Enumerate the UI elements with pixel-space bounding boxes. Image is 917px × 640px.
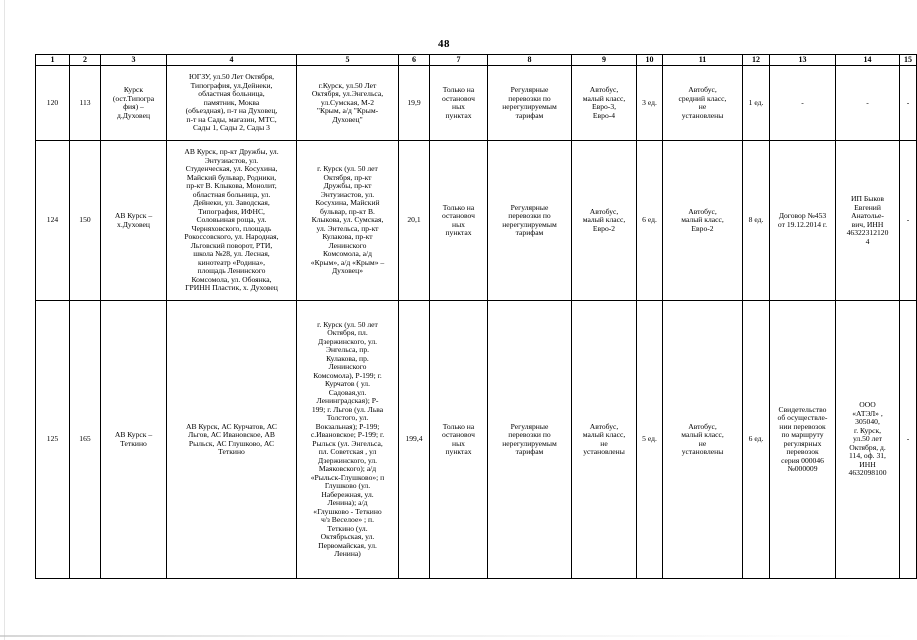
contract: -: [770, 66, 836, 141]
col-header-9: 9: [572, 55, 637, 66]
route-number: 124: [36, 141, 70, 301]
transport-type: Регулярные перевозки по нерегулируемым тарифам: [488, 301, 572, 579]
notes: -: [900, 301, 917, 579]
col-header-13: 13: [770, 55, 836, 66]
route-reg-number: 150: [70, 141, 101, 301]
col-header-4: 4: [167, 55, 297, 66]
col-header-2: 2: [70, 55, 101, 66]
col-header-11: 11: [663, 55, 743, 66]
col-header-10: 10: [637, 55, 663, 66]
vehicle-class-max: Автобус, малый класс, Евро-2: [663, 141, 743, 301]
route-stops: ЮГЗУ, ул.50 Лет Октября, Типография, ул.Дейнеки, областная больница, памятник, Моква (объездная), п-т на Духовец, п-т на Сады, магазин, МТС, Сады 1, Сады 2, Сады 3: [167, 66, 297, 141]
col-header-12: 12: [743, 55, 770, 66]
vehicle-class: Автобус, малый класс, Евро-3, Евро-4: [572, 66, 637, 141]
col-header-5: 5: [297, 55, 399, 66]
route-name: АВ Курск – Теткино: [101, 301, 167, 579]
col-header-8: 8: [488, 55, 572, 66]
vehicle-count-max: 1 ед.: [743, 66, 770, 141]
carrier: ИП Быков Евгений Анатолье- вич, ИНН 46322312120 4: [836, 141, 900, 301]
vehicle-count: 3 ед.: [637, 66, 663, 141]
route-streets: г. Курск (ул. 50 лет Октября, пр-кт Дружбы, пр-кт Энтузиастов, ул. Косухина, Майский бульвар, пр-кт В. Клыкова, ул. Сумская, ул. Энтельса, пр-кт Кулакова, пр-кт Ленинского Комсомола, а/д «Крым», а/д «Крым» – Духовец»: [297, 141, 399, 301]
boarding-procedure: Только на остановоч ных пунктах: [430, 141, 488, 301]
notes: -: [900, 66, 917, 141]
route-name: АВ Курск – х.Духовец: [101, 141, 167, 301]
vehicle-class: Автобус, малый класс, Евро-2: [572, 141, 637, 301]
col-header-14: 14: [836, 55, 900, 66]
route-number: 120: [36, 66, 70, 141]
col-header-7: 7: [430, 55, 488, 66]
vehicle-count: 5 ед.: [637, 301, 663, 579]
route-length: 199,4: [399, 301, 430, 579]
contract: Свидетельство об осуществле- нии перевозок по маршруту регулярных перевозок серия 000046 №000009: [770, 301, 836, 579]
table-row: [36, 66, 917, 141]
route-name: Курск (ост.Типогра фия) – д.Духовец: [101, 66, 167, 141]
route-reg-number: 113: [70, 66, 101, 141]
route-length: 20,1: [399, 141, 430, 301]
route-number: 125: [36, 301, 70, 579]
boarding-procedure: Только на остановоч ных пунктах: [430, 66, 488, 141]
col-header-15: 15: [900, 55, 917, 66]
routes-table: [35, 54, 917, 579]
table-row: [36, 301, 917, 579]
route-length: 19,9: [399, 66, 430, 141]
scan-edge: [4, 0, 5, 640]
notes: -: [900, 141, 917, 301]
col-header-6: 6: [399, 55, 430, 66]
route-stops: АВ Курск, пр-кт Дружбы, ул. Энтузиастов, ул. Студенческая, ул. Косухина, Майский бульвар, Родники, пр-кт В. Клыкова, Монолит, областная больница, ул. Дейнеки, ул. Заводская, Типография, ИФНС, Соловьиная роща, ул. Черняховского, площадь Рокоссовского, ул. Народная, Льговский поворот, РТИ, школа №28, ул. Лесная, кинотеатр «Родина», площадь Ленинского Комсомола, ул. Обоянка, ГРИНН Пластик, х. Духовец: [167, 141, 297, 301]
contract: Договор №453 от 19.12.2014 г.: [770, 141, 836, 301]
route-streets: г. Курск (ул. 50 лет Октября, пл. Дзержинского, ул. Энгельса, пр. Кулакова, пр. Ленинского Комсомола), Р-199; г. Курчатов ( ул. Садовая,ул. Ленинградская); Р- 199; г. Льгов (ул. Льва Толстого, ул. Вокзальная); Р-199; с.Ивановское; Р-199; г. Рыльск (ул. Энгельса, пл. Советская , ул Дзержинского, ул. Маяковского); а/д «Рыльск-Глушково»; п Глушково (ул. Набережная, ул. Ленина); а/д «Глушково - Теткино ч/з Веселое» ; п. Теткино (ул. Октябрьская, ул. Первомайская, ул. Ленина): [297, 301, 399, 579]
page-number: 48: [438, 38, 450, 50]
vehicle-class: Автобус, малый класс, не установлены: [572, 301, 637, 579]
vehicle-count-max: 6 ед.: [743, 301, 770, 579]
header-row: [36, 55, 917, 66]
route-stops: АВ Курск, АС Курчатов, АС Льгов, АС Ивановское, АВ Рыльск, АС Глушково, АС Теткино: [167, 301, 297, 579]
table-row: [36, 141, 917, 301]
vehicle-class-max: Автобус, малый класс, не установлены: [663, 301, 743, 579]
route-reg-number: 165: [70, 301, 101, 579]
carrier: -: [836, 66, 900, 141]
vehicle-class-max: Автобус, средний класс, не установлены: [663, 66, 743, 141]
col-header-1: 1: [36, 55, 70, 66]
transport-type: Регулярные перевозки по нерегулируемым тарифам: [488, 66, 572, 141]
vehicle-count: 6 ед.: [637, 141, 663, 301]
scan-artifact-line: [0, 635, 905, 637]
route-streets: г.Курск, ул.50 Лет Октября, ул.Энгельса, ул.Сумская, М-2 "Крым, а/д "Крым- Духовец": [297, 66, 399, 141]
col-header-3: 3: [101, 55, 167, 66]
vehicle-count-max: 8 ед.: [743, 141, 770, 301]
transport-type: Регулярные перевозки по нерегулируемым тарифам: [488, 141, 572, 301]
carrier: ООО «АТЭЛ» , 305040, г. Курск, ул.50 лет Октября, д. 114, оф. 31, ИНН 4632098100: [836, 301, 900, 579]
boarding-procedure: Только на остановоч ных пунктах: [430, 301, 488, 579]
